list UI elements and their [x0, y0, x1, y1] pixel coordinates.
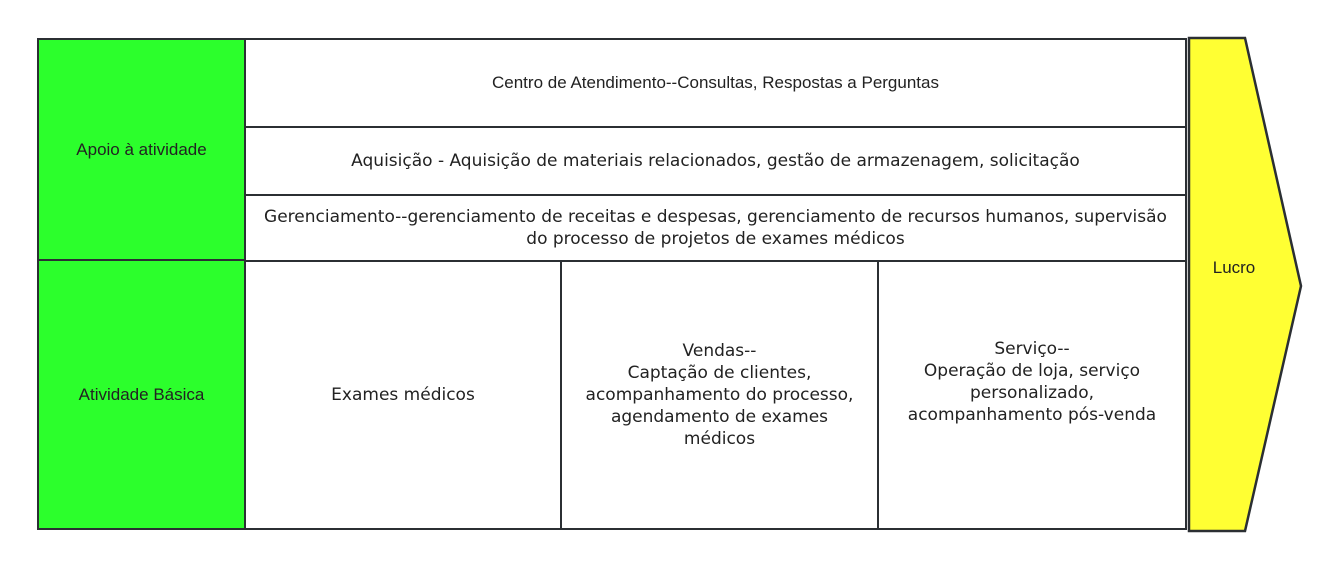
basic-activity-label-box	[37, 259, 246, 530]
basic-cell-service-line: Operação de loja, serviço	[923, 361, 1141, 381]
support-row-procurement	[244, 126, 1187, 196]
support-row-service-center	[244, 38, 1187, 128]
support-row-management-line2: do processo de projetos de exames médicos	[526, 229, 905, 249]
support-row-management	[244, 194, 1187, 262]
basic-cell-service	[877, 260, 1187, 530]
support-activity-label: Apoio à atividade	[76, 139, 207, 159]
basic-cell-medical-exams-line: Exames médicos	[331, 385, 475, 405]
profit-arrow	[1185, 36, 1305, 534]
basic-cell-sales	[560, 260, 879, 530]
basic-activity-label: Atividade Básica	[78, 384, 205, 404]
basic-cell-sales-line: agendamento de exames	[610, 407, 829, 427]
basic-cell-sales-line: Captação de clientes,	[627, 363, 812, 383]
support-activity-label-box	[37, 38, 246, 261]
support-row-service-center-text: Centro de Atendimento--Consultas, Respostas a Perguntas	[492, 73, 939, 92]
support-row-procurement-text: Aquisição - Aquisição de materiais relacionados, gestão de armazenagem, solicitação	[351, 151, 1080, 171]
support-row-management-line1: Gerenciamento--gerenciamento de receitas e despesas, gerenciamento de recursos humanos, supervisão	[264, 207, 1167, 227]
basic-cell-service-line: Serviço--	[994, 339, 1070, 359]
basic-cell-service-line: acompanhamento pós-venda	[907, 405, 1157, 425]
profit-arrow-shape	[1189, 38, 1301, 531]
profit-label: Lucro	[1212, 258, 1256, 277]
basic-cell-sales-line: Vendas--	[682, 341, 757, 361]
basic-cell-sales-line: médicos	[683, 429, 756, 449]
basic-cell-sales-line: acompanhamento do processo,	[585, 385, 854, 405]
basic-cell-service-line: personalizado,	[969, 383, 1095, 403]
basic-cell-medical-exams	[244, 260, 562, 530]
